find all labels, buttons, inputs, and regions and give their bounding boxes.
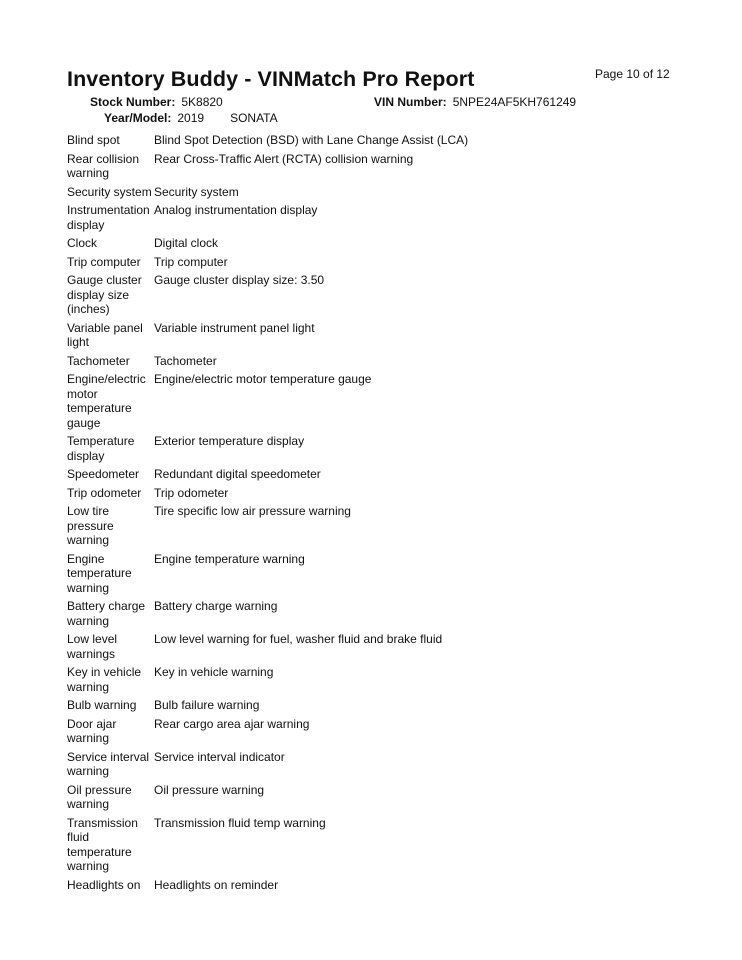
feature-value: Analog instrumentation display	[154, 203, 318, 218]
feature-value: Trip odometer	[154, 485, 229, 500]
feature-row	[67, 434, 687, 463]
stock-number-value: 5K8820	[181, 95, 223, 109]
feature-row	[67, 236, 687, 250]
feature-row	[67, 552, 687, 595]
feature-label: Clock	[67, 236, 98, 251]
feature-label: Door ajar warning	[67, 716, 117, 746]
feature-label: Service interval warning	[67, 749, 150, 779]
feature-value: Bulb failure warning	[154, 698, 260, 713]
feature-row	[67, 372, 687, 430]
feature-label: Trip odometer	[67, 485, 142, 500]
model-value: SONATA	[230, 111, 278, 125]
feature-label: Key in vehicle warning	[67, 665, 142, 694]
feature-label: Tachometer	[67, 353, 130, 368]
feature-label: Bulb warning	[67, 698, 137, 713]
feature-row	[67, 816, 687, 874]
feature-row	[67, 665, 687, 694]
feature-value: Rear cargo area ajar warning	[154, 716, 310, 731]
page-number: Page 10 of 12	[595, 67, 670, 81]
feature-value: Oil pressure warning	[154, 782, 265, 797]
feature-row	[67, 354, 687, 368]
feature-row	[67, 321, 687, 350]
feature-row	[67, 273, 687, 316]
feature-label: Headlights on	[67, 877, 141, 892]
stock-number	[90, 95, 223, 109]
feature-label: Variable panel light	[67, 320, 143, 350]
vin-number-label: VIN Number:	[374, 95, 447, 109]
feature-row	[67, 152, 687, 181]
feature-label: Low tire pressure warning	[67, 504, 114, 548]
vin-number-value: 5NPE24AF5KH761249	[452, 95, 577, 109]
feature-label: Low level warnings	[67, 632, 118, 661]
feature-value: Trip computer	[154, 254, 228, 269]
feature-value: Key in vehicle warning	[154, 665, 274, 680]
feature-row	[67, 467, 687, 481]
feature-label: Engine/electric motor temperature gauge	[67, 372, 146, 430]
feature-label: Speedometer	[67, 467, 140, 482]
feature-value: Service interval indicator	[154, 749, 285, 764]
feature-row	[67, 255, 687, 269]
feature-value: Low level warning for fuel, washer fluid and brake fluid	[154, 632, 443, 647]
feature-value: Variable instrument panel light	[154, 320, 315, 335]
year-model-label: Year/Model:	[104, 111, 172, 125]
feature-row	[67, 632, 687, 661]
report-title: Inventory Buddy - VINMatch Pro Report	[67, 67, 475, 91]
feature-row	[67, 599, 687, 628]
feature-value: Gauge cluster display size: 3.50	[154, 273, 325, 288]
feature-row	[67, 750, 687, 779]
feature-row	[67, 133, 687, 147]
year-model	[104, 111, 278, 125]
feature-label: Engine temperature warning	[67, 551, 132, 595]
feature-value: Headlights on reminder	[154, 877, 279, 892]
feature-label: Trip computer	[67, 254, 141, 269]
feature-value: Rear Cross-Traffic Alert (RCTA) collision warning	[154, 151, 414, 166]
feature-value: Transmission fluid temp warning	[154, 815, 326, 830]
feature-row	[67, 185, 687, 199]
feature-row	[67, 783, 687, 812]
feature-row	[67, 698, 687, 712]
feature-label: Instrumentation display	[67, 203, 150, 232]
feature-value: Exterior temperature display	[154, 434, 305, 449]
year-value: 2019	[177, 111, 205, 125]
feature-value: Tire specific low air pressure warning	[154, 504, 351, 519]
feature-row	[67, 717, 687, 746]
feature-row	[67, 504, 687, 547]
feature-value: Engine/electric motor temperature gauge	[154, 372, 372, 387]
feature-value: Blind Spot Detection (BSD) with Lane Change Assist (LCA)	[154, 133, 469, 147]
feature-label: Blind spot	[67, 133, 120, 147]
feature-label: Transmission fluid temperature warning	[67, 815, 138, 873]
feature-label: Temperature display	[67, 434, 135, 463]
feature-label: Battery charge warning	[67, 599, 146, 628]
feature-value: Digital clock	[154, 236, 219, 251]
feature-row	[67, 203, 687, 232]
feature-value: Engine temperature warning	[154, 551, 305, 566]
feature-row	[67, 878, 687, 892]
feature-list	[67, 133, 687, 896]
feature-label: Oil pressure warning	[67, 782, 132, 812]
feature-label: Security system	[67, 184, 152, 199]
feature-value: Security system	[154, 184, 239, 199]
feature-value: Redundant digital speedometer	[154, 467, 321, 482]
feature-value: Battery charge warning	[154, 599, 278, 614]
vin-number	[374, 95, 576, 109]
feature-label: Gauge cluster display size (inches)	[67, 273, 142, 317]
stock-number-label: Stock Number:	[90, 95, 176, 109]
feature-row	[67, 486, 687, 500]
feature-value: Tachometer	[154, 353, 217, 368]
feature-label: Rear collision warning	[67, 151, 140, 180]
